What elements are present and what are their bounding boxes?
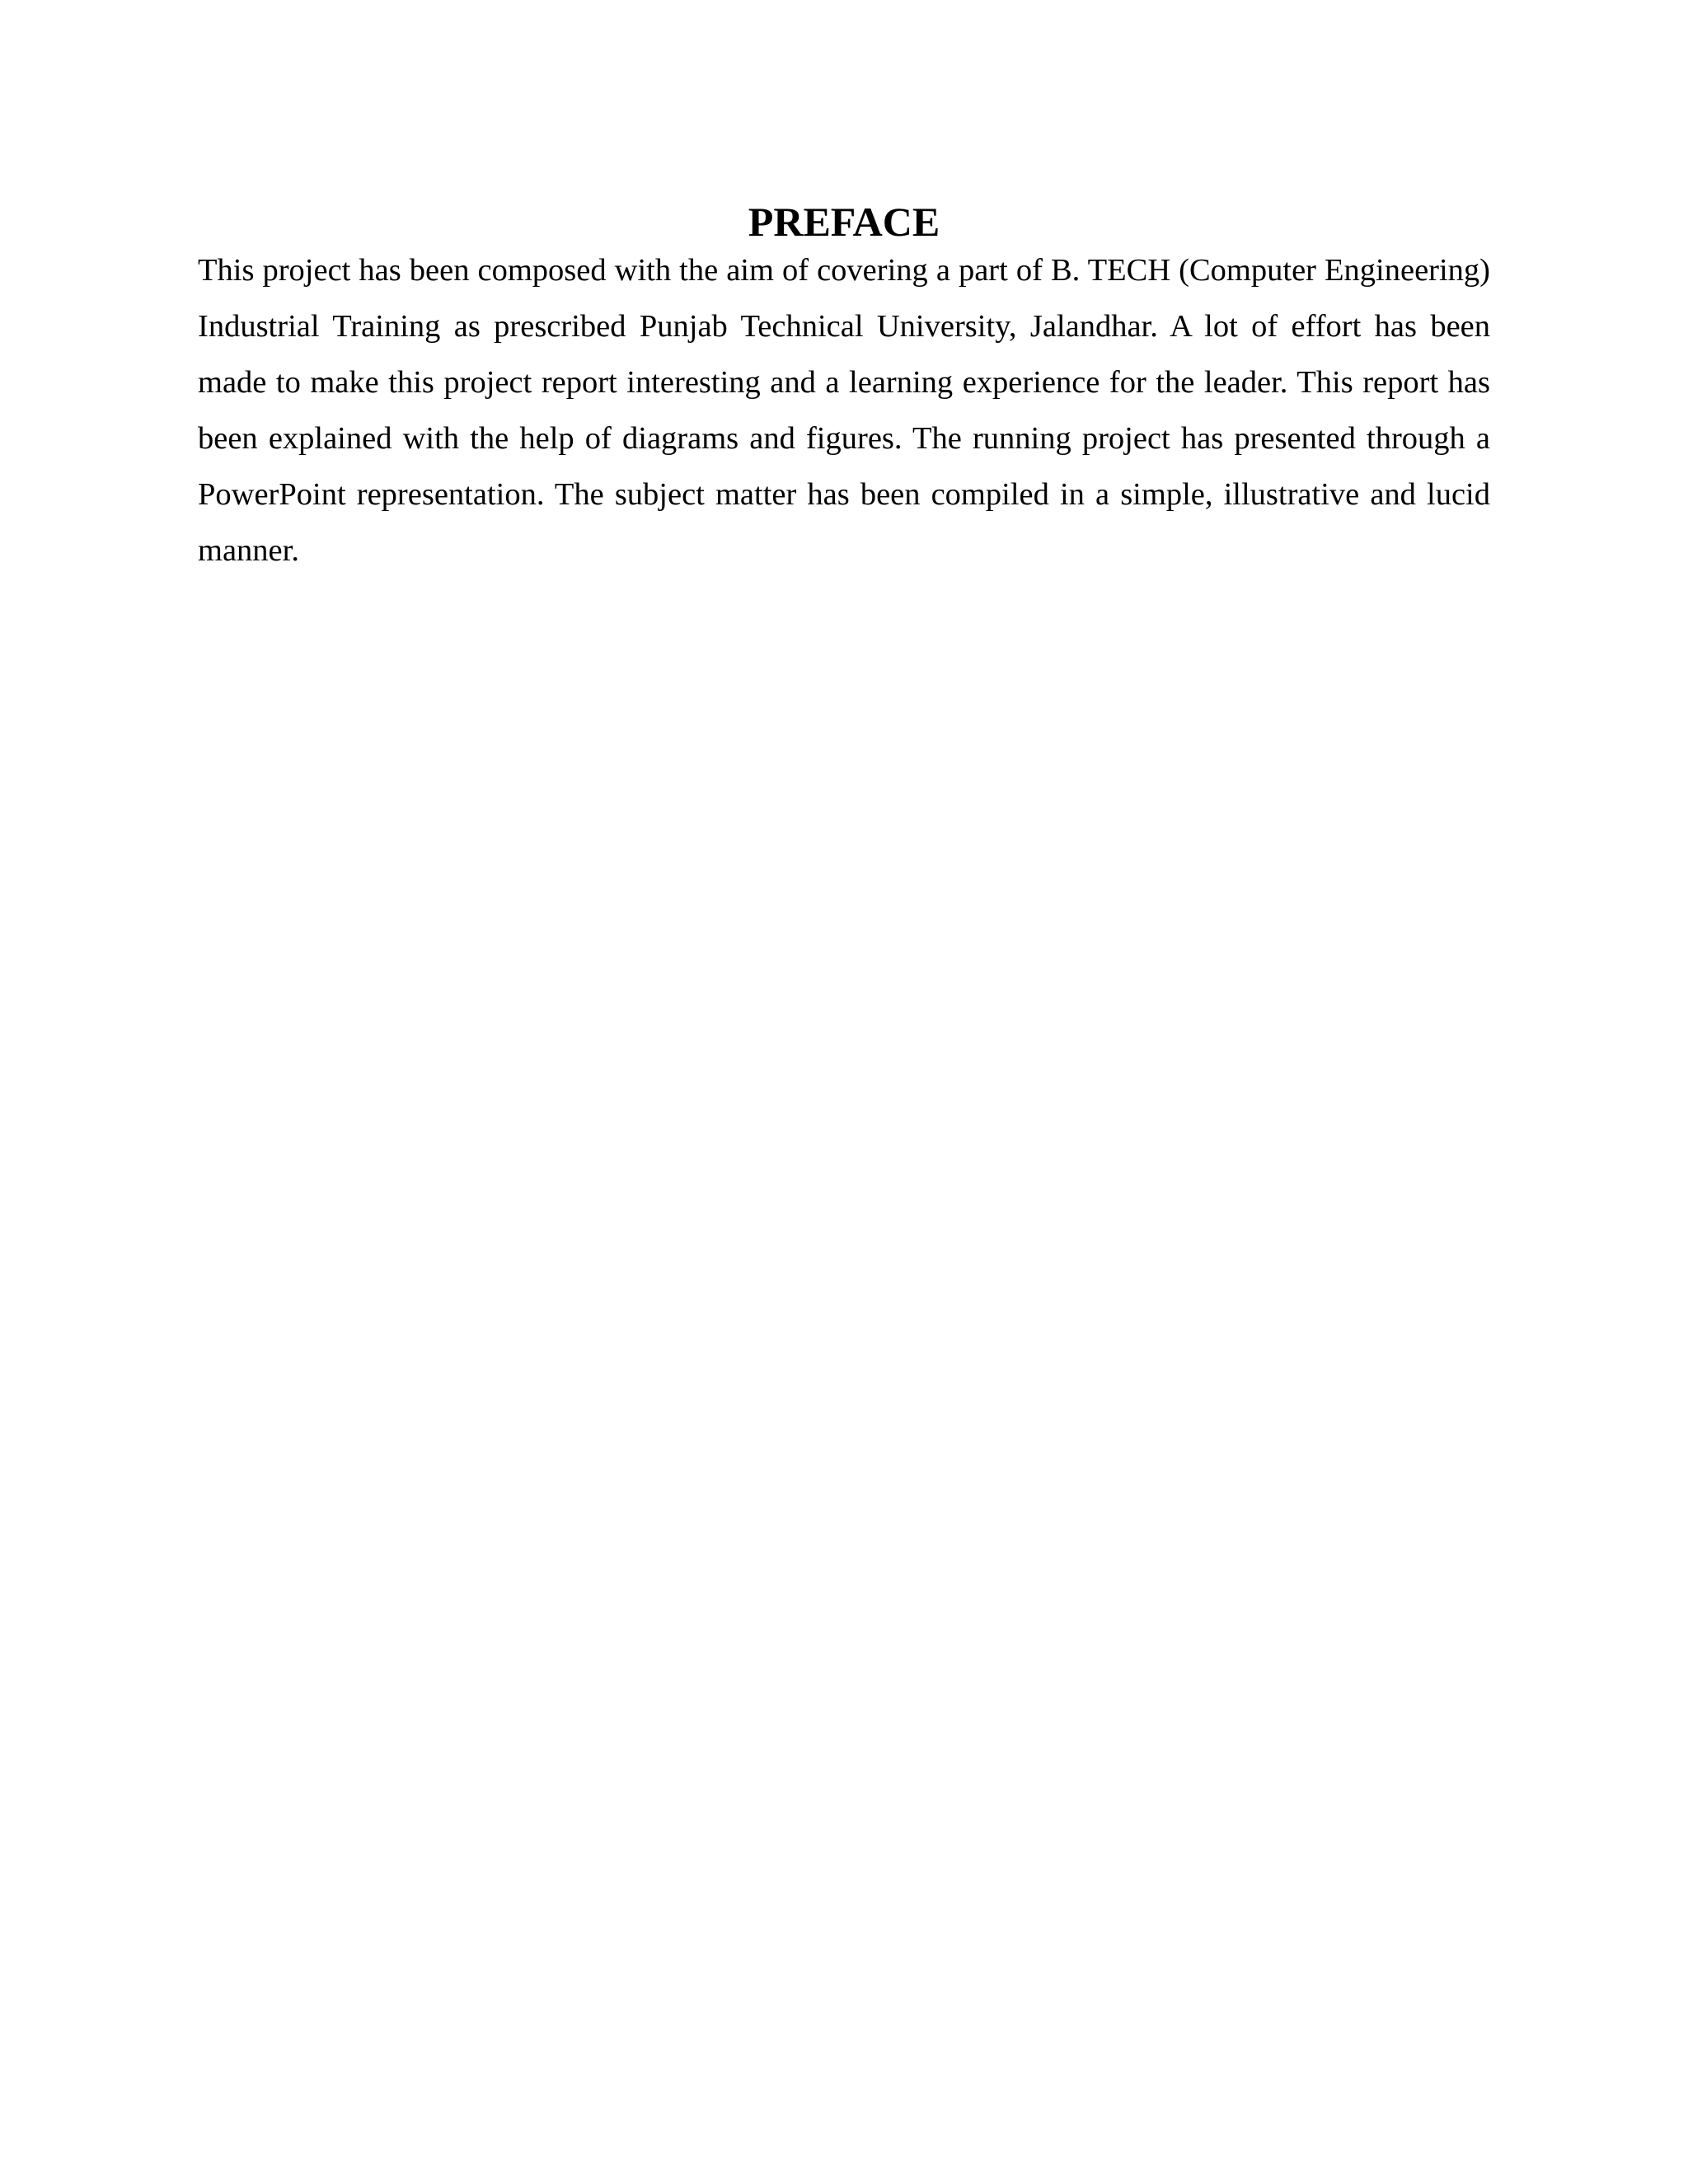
page-title: PREFACE: [748, 199, 940, 245]
preface-paragraph: This project has been composed with the aim of covering a part of B. TECH (Computer Engineering) Industrial Training as prescribed Punjab Technical University, Jalandhar. A lot of effort has been made to make this project report interesting and a learning experience for the leader. This report has been explained with the help of diagrams and figures. The running project has presented through a PowerPoint representation. The subject matter has been compiled in a simple, illustrative and lucid manner.: [198, 253, 1490, 568]
